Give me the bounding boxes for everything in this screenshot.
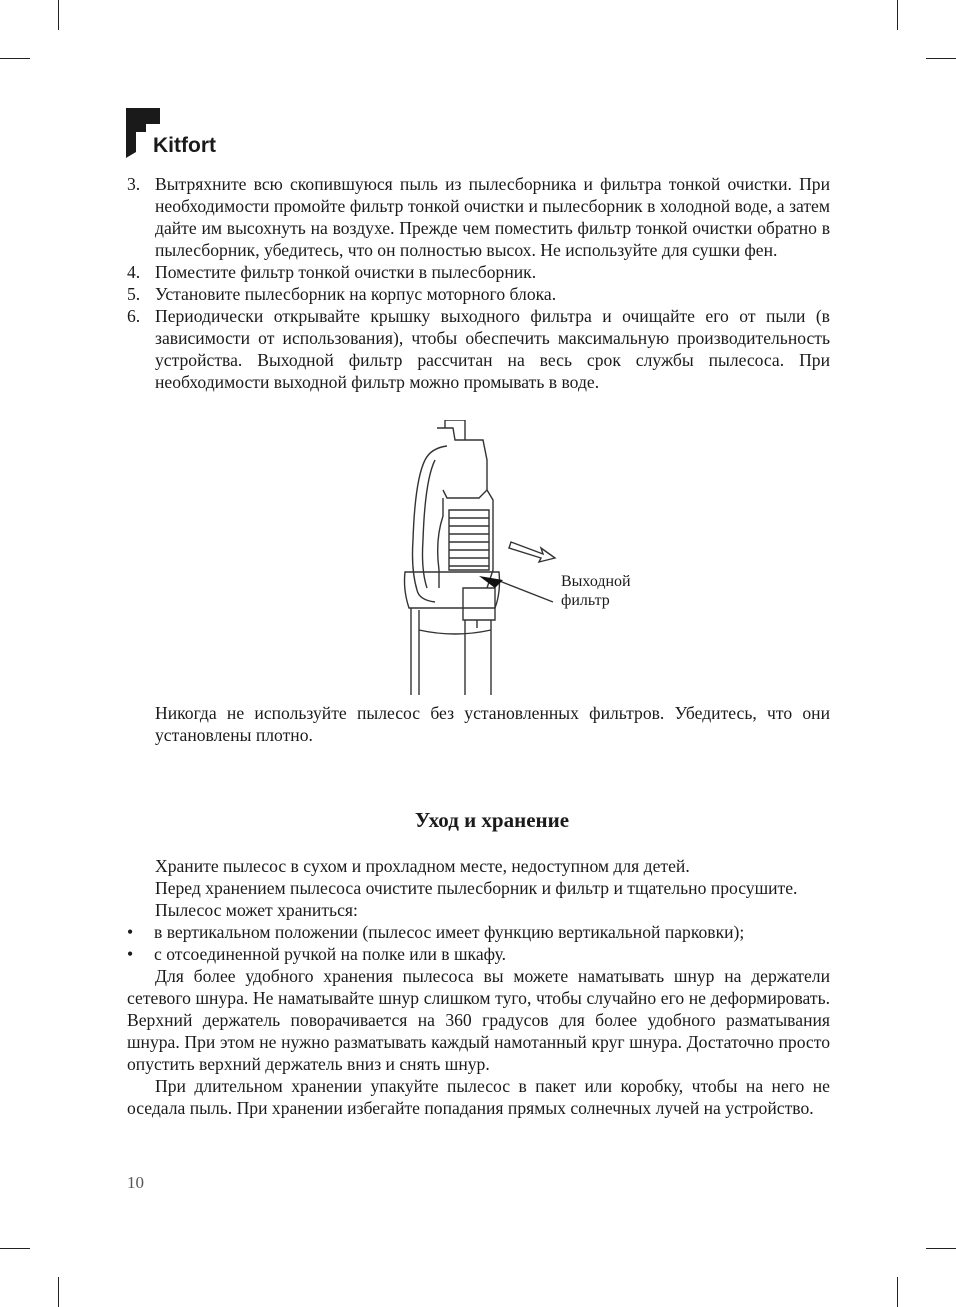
step-text: Периодически открывайте крышку выходного фильтра и очищайте его от пыли (в зависимости от использования), чтобы обеспечить максимальную производительность устройства. Выходной фильтр рассчитан на весь срок службы пылесоса. При необходимости выходной фильтр можно промывать в воде.	[155, 306, 830, 392]
crop-mark	[897, 1277, 898, 1307]
paragraph: Для более удобного хранения пылесоса вы можете наматывать шнур на держатели сетевого шнура. Не наматывайте шнур слишком туго, чтобы случайно его не деформировать. Верхний держатель поворачивается на 360 градусов для более удобного разматывания шнура. При этом не нужно разматывать каждый намотанный круг шнура. Достаточно просто опустить верхний держатель вниз и снять шнур.	[127, 966, 830, 1074]
list-item	[127, 305, 830, 393]
step-text: Поместите фильтр тонкой очистки в пылесборник.	[155, 262, 537, 282]
filter-warning-note: Никогда не используйте пылесос без установленных фильтров. Убедитесь, что они установлены плотно.	[155, 703, 830, 745]
exhaust-filter-label	[561, 572, 631, 610]
brand-name: Kitfort	[153, 134, 216, 157]
bullet-marker: •	[127, 922, 134, 942]
crop-mark	[926, 58, 956, 59]
list-item	[127, 921, 830, 943]
step-number: 4.	[127, 262, 141, 282]
crop-mark	[926, 1248, 956, 1249]
list-item	[127, 173, 830, 261]
crop-mark	[58, 1277, 59, 1307]
label-line: Выходной	[561, 573, 631, 590]
storage-section-body	[127, 855, 830, 1119]
list-item	[127, 283, 830, 305]
step-text: Установите пылесборник на корпус моторного блока.	[155, 284, 557, 304]
vacuum-exhaust-filter-illustration	[395, 420, 655, 695]
paragraph: При длительном хранении упакуйте пылесос в пакет или коробку, чтобы на него не оседала пыль. При хранении избегайте попадания прямых солнечных лучей на устройство.	[127, 1076, 830, 1118]
paragraph: Перед хранением пылесоса очистите пылесборник и фильтр и тщательно просушите.	[155, 878, 798, 898]
crop-mark	[0, 58, 30, 59]
step-text: Вытряхните всю скопившуюся пыль из пылесборника и фильтра тонкой очистки. При необходимости промойте фильтр тонкой очистки и пылесборник в холодной воде, а затем дайте им высохнуть на воздухе. Прежде чем поместить фильтр тонкой очистки обратно в пылесборник, убедитесь, что он полностью высох. Не используйте для сушки фен.	[155, 174, 830, 260]
bullet-marker: •	[127, 944, 134, 964]
paragraph: Пылесос может храниться:	[155, 900, 358, 920]
paragraph: Храните пылесос в сухом и прохладном месте, недоступном для детей.	[155, 856, 690, 876]
label-line: фильтр	[561, 592, 610, 609]
page-number: 10	[127, 1173, 144, 1192]
step-number: 5.	[127, 284, 141, 304]
section-title: Уход и хранение	[414, 808, 570, 832]
bullet-text: в вертикальном положении (пылесос имеет функцию вертикальной парковки);	[154, 922, 745, 942]
steps-list	[127, 173, 830, 393]
crop-mark	[897, 0, 898, 30]
bullet-text: с отсоединенной ручкой на полке или в шкафу.	[154, 944, 507, 964]
step-number: 6.	[127, 306, 141, 326]
list-item	[127, 261, 830, 283]
crop-mark	[0, 1248, 30, 1249]
step-number: 3.	[127, 174, 141, 194]
crop-mark	[58, 0, 59, 30]
list-item	[127, 943, 830, 965]
